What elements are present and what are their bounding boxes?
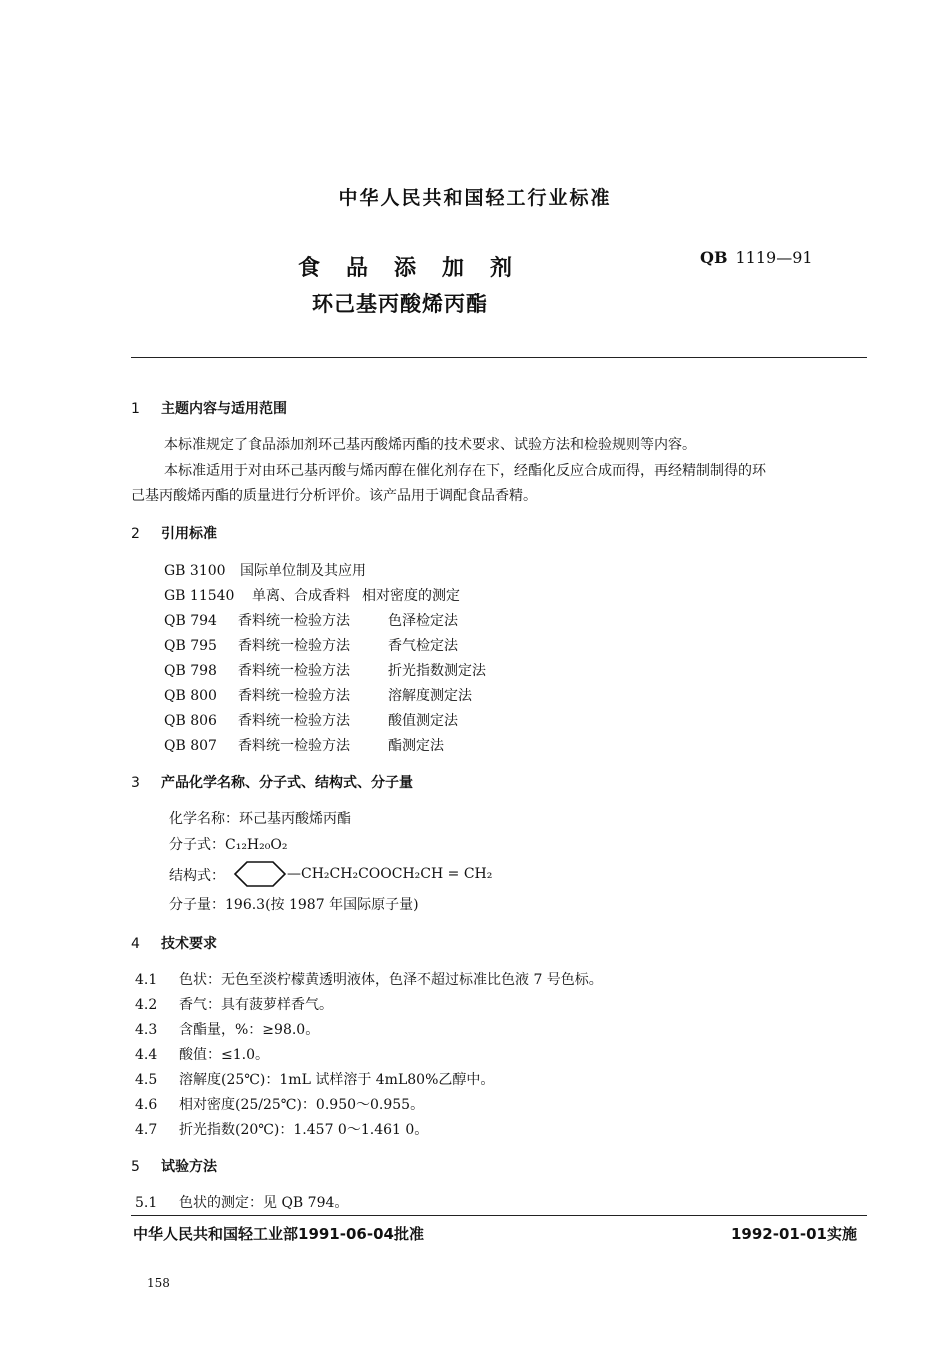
molecular-formula (169, 834, 287, 854)
section-title: 技术要求 (161, 936, 217, 952)
paragraph: 本标准适用于对由环己基丙酸与烯丙醇在催化剂存在下，经酯化反应合成而得，再经精制制得的环 (164, 463, 766, 479)
reference-code: QB 798 (164, 663, 217, 679)
reference-title: 国际单位制及其应用 (240, 563, 366, 579)
reference-code: QB 794 (164, 613, 217, 629)
reference-title: 香料统一检验方法 (238, 638, 350, 654)
reference-item (164, 560, 366, 580)
section-title: 产品化学名称、分子式、结构式、分子量 (161, 775, 413, 791)
reference-title: 香料统一检验方法 (238, 688, 350, 704)
requirement-item (135, 1119, 428, 1139)
paragraph: 本标准规定了食品添加剂环己基丙酸烯丙酯的技术要求、试验方法和检验规则等内容。 (164, 437, 696, 453)
item-text: 酸值：≤1.0。 (179, 1047, 269, 1063)
requirement-item (135, 994, 333, 1014)
section-2-heading (131, 523, 217, 543)
reference-subtitle: 酸值测定法 (388, 713, 458, 729)
item-text: 香气：具有菠萝样香气。 (179, 997, 333, 1013)
section-number: 1 (131, 401, 140, 417)
reference-code: QB 800 (164, 688, 217, 704)
requirement-item (135, 1044, 269, 1064)
reference-title: 香料统一检验方法 (238, 663, 350, 679)
reference-item (164, 660, 486, 680)
item-text: 色状：无色至淡柠檬黄透明液体，色泽不超过标准比色液 7 号色标。 (179, 972, 603, 988)
section-number: 3 (131, 775, 140, 791)
item-text: 含酯量，%：≥98.0。 (179, 1022, 320, 1038)
method-item (135, 1192, 348, 1212)
section-title: 主题内容与适用范围 (161, 401, 287, 417)
item-number: 4.3 (135, 1022, 158, 1038)
standard-category: 中华人民共和国轻工行业标准 (338, 187, 612, 209)
reference-title: 香料统一检验方法 (238, 738, 350, 754)
requirement-item (135, 1094, 424, 1114)
reference-subtitle: 溶解度测定法 (388, 688, 472, 704)
reference-title: 香料统一检验方法 (238, 613, 350, 629)
structural-chain: —CH₂CH₂COOCH₂CH = CH₂ (287, 866, 493, 882)
page-number: 158 (147, 1276, 170, 1290)
reference-item (164, 735, 444, 755)
item-number: 4.2 (135, 997, 158, 1013)
item-number: 4.5 (135, 1072, 158, 1088)
reference-subtitle: 色泽检定法 (388, 613, 458, 629)
section-5-heading (131, 1156, 217, 1176)
section-number: 5 (131, 1159, 140, 1175)
effective-date: 1992-01-01实施 (731, 1225, 857, 1243)
standard-code-prefix: QB (700, 248, 728, 267)
paragraph-continuation: 己基丙酸烯丙酯的质量进行分析评价。该产品用于调配食品香精。 (131, 488, 537, 504)
molecular-weight: 分子量：196.3(按 1987 年国际原子量) (169, 897, 419, 913)
item-number: 4.4 (135, 1047, 158, 1063)
section-number: 2 (131, 526, 140, 542)
reference-item (164, 685, 472, 705)
reference-subtitle: 香气检定法 (388, 638, 458, 654)
section-4-heading (131, 933, 217, 953)
reference-item (164, 635, 458, 655)
formula-value: C₁₂H₂₀O₂ (225, 837, 288, 853)
item-number: 5.1 (135, 1195, 158, 1211)
item-text: 相对密度(25/25℃)：0.950～0.955。 (179, 1097, 425, 1113)
reference-code: QB 806 (164, 713, 217, 729)
reference-item (164, 585, 460, 605)
reference-code: GB 3100 (164, 563, 226, 579)
item-text: 溶解度(25℃)：1mL 试样溶于 4mL80%乙醇中。 (179, 1072, 495, 1088)
reference-title: 香料统一检验方法 (238, 713, 350, 729)
reference-subtitle: 酯测定法 (388, 738, 444, 754)
item-number: 4.1 (135, 972, 158, 988)
requirement-item (135, 1069, 494, 1089)
formula-label: 分子式： (169, 837, 225, 853)
reference-code: QB 795 (164, 638, 217, 654)
structure-label: 结构式： (169, 868, 225, 884)
standard-code (700, 248, 813, 267)
reference-subtitle: 折光指数测定法 (388, 663, 486, 679)
reference-item (164, 710, 458, 730)
reference-code: QB 807 (164, 738, 217, 754)
section-title: 引用标准 (161, 526, 217, 542)
reference-subtitle: 相对密度的测定 (362, 588, 460, 604)
standard-code-number: 1119—91 (735, 248, 813, 267)
section-3-heading (131, 772, 413, 792)
section-number: 4 (131, 936, 140, 952)
section-1-heading (131, 398, 287, 418)
approval-note: 中华人民共和国轻工业部1991-06-04批准 (133, 1225, 424, 1243)
header-divider (131, 357, 867, 358)
cyclohexane-ring-icon (233, 859, 287, 889)
document-title-main: 食品添加剂 (298, 256, 539, 281)
reference-item (164, 610, 458, 630)
requirement-item (135, 969, 603, 989)
section-title: 试验方法 (161, 1159, 217, 1175)
reference-code: GB 11540 (164, 588, 235, 604)
footer-divider (131, 1215, 867, 1216)
item-text: 色状的测定：见 QB 794。 (179, 1195, 349, 1211)
chemical-name: 化学名称：环己基丙酸烯丙酯 (169, 811, 351, 827)
requirement-item (135, 1019, 319, 1039)
item-number: 4.6 (135, 1097, 158, 1113)
document-title-sub: 环己基丙酸烯丙酯 (312, 292, 488, 316)
item-number: 4.7 (135, 1122, 158, 1138)
item-text: 折光指数(20℃)：1.457 0～1.461 0。 (179, 1122, 429, 1138)
reference-title: 单离、合成香料 (252, 588, 350, 604)
